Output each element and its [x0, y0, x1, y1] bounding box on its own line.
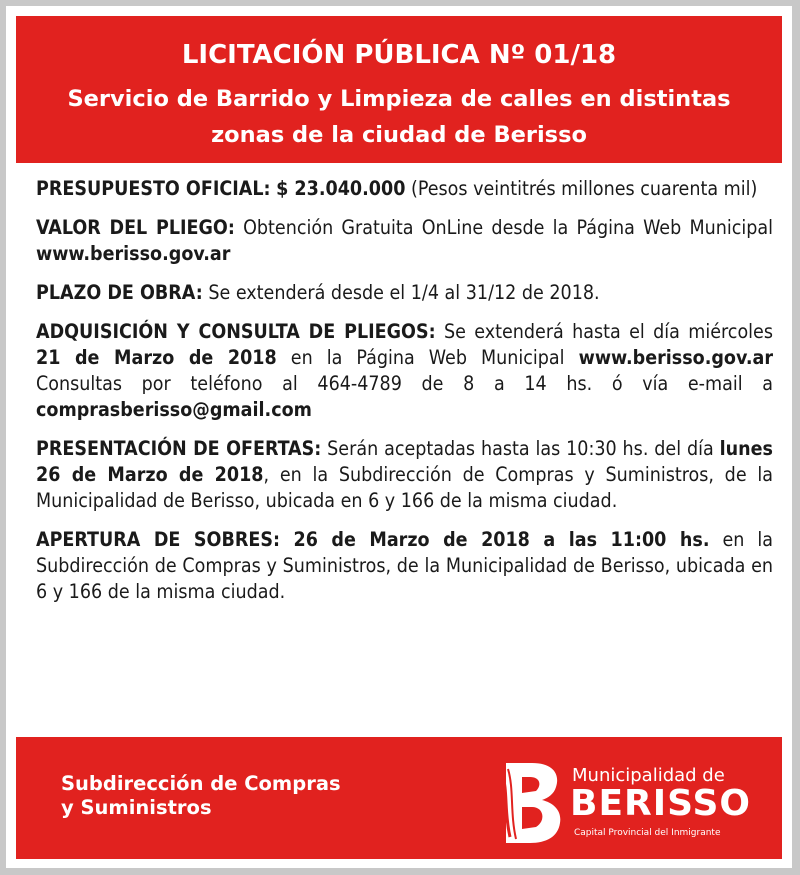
presupuesto-amount: $ 23.040.000	[276, 177, 406, 200]
header-banner	[16, 16, 782, 163]
adquisicion-date: 21 de Marzo de 2018	[36, 346, 277, 369]
apertura-paragraph	[36, 527, 773, 605]
logo-tagline: Capital Provincial del Inmigrante	[574, 828, 721, 838]
valor-paragraph	[36, 215, 773, 267]
presentacion-text2: , en la Subdirección de Compras y Suministros, de la Municipalidad de Berisso, ubicada en 6 y 166 de la misma ciudad.	[36, 463, 773, 512]
adquisicion-text2: en la Página Web Municipal	[290, 346, 565, 369]
plazo-paragraph	[36, 280, 773, 306]
apertura-text: en la Subdirección de Compras y Suministros, de la Municipalidad de Berisso, ubicada en 6 y 166 de la misma ciudad.	[36, 528, 773, 603]
presentacion-date: lunes 26 de Marzo de 2018	[36, 437, 773, 486]
presupuesto-label: PRESUPUESTO OFICIAL:	[36, 177, 271, 200]
notice-frame	[6, 6, 792, 868]
plazo-text: Se extenderá desde el 1/4 al 31/12 de 2018.	[208, 281, 600, 304]
adquisicion-url-link[interactable]: www.berisso.gov.ar	[578, 346, 773, 369]
plazo-label: PLAZO DE OBRA:	[36, 281, 203, 304]
adquisicion-text3: Consultas por teléfono al 464-4789 de 8 a 14 hs. ó vía e-mail a	[36, 372, 773, 395]
presentacion-paragraph	[36, 436, 773, 514]
presentacion-text1: Serán aceptadas hasta las 10:30 hs. del día	[327, 437, 714, 460]
notice-subtitle-line2: zonas de la ciudad de Berisso	[211, 122, 587, 148]
valor-url-link[interactable]: www.berisso.gov.ar	[36, 242, 231, 265]
valor-text: Obtención Gratuita OnLine desde la Página Web Municipal	[243, 216, 773, 239]
notice-body	[36, 176, 773, 618]
apertura-label: APERTURA DE SOBRES: 26 de Marzo de 2018 a las 11:00 hs.	[36, 528, 710, 551]
logo-berisso: BERISSO	[570, 783, 751, 824]
footer-line1: Subdirección de Compras	[61, 772, 341, 795]
footer-line2: y Suministros	[61, 796, 212, 819]
valor-label: VALOR DEL PLIEGO:	[36, 216, 235, 239]
footer-department	[61, 772, 341, 820]
presupuesto-paragraph	[36, 176, 773, 202]
notice-subtitle-line1: Servicio de Barrido y Limpieza de calles en distintas	[67, 86, 731, 112]
adquisicion-email-link[interactable]: comprasberisso@gmail.com	[36, 398, 312, 421]
presentacion-label: PRESENTACIÓN DE OFERTAS:	[36, 437, 322, 460]
notice-title: LICITACIÓN PÚBLICA Nº 01/18	[181, 40, 617, 70]
adquisicion-label: ADQUISICIÓN Y CONSULTA DE PLIEGOS:	[36, 320, 436, 343]
presupuesto-text: (Pesos veintitrés millones cuarenta mil)	[410, 177, 758, 200]
logo-municipalidad: Municipalidad de	[572, 765, 725, 786]
adquisicion-paragraph	[36, 319, 773, 423]
berisso-b-logo-icon	[496, 757, 568, 845]
adquisicion-text1: Se extenderá hasta el día miércoles	[443, 320, 773, 343]
footer-banner	[16, 737, 782, 859]
